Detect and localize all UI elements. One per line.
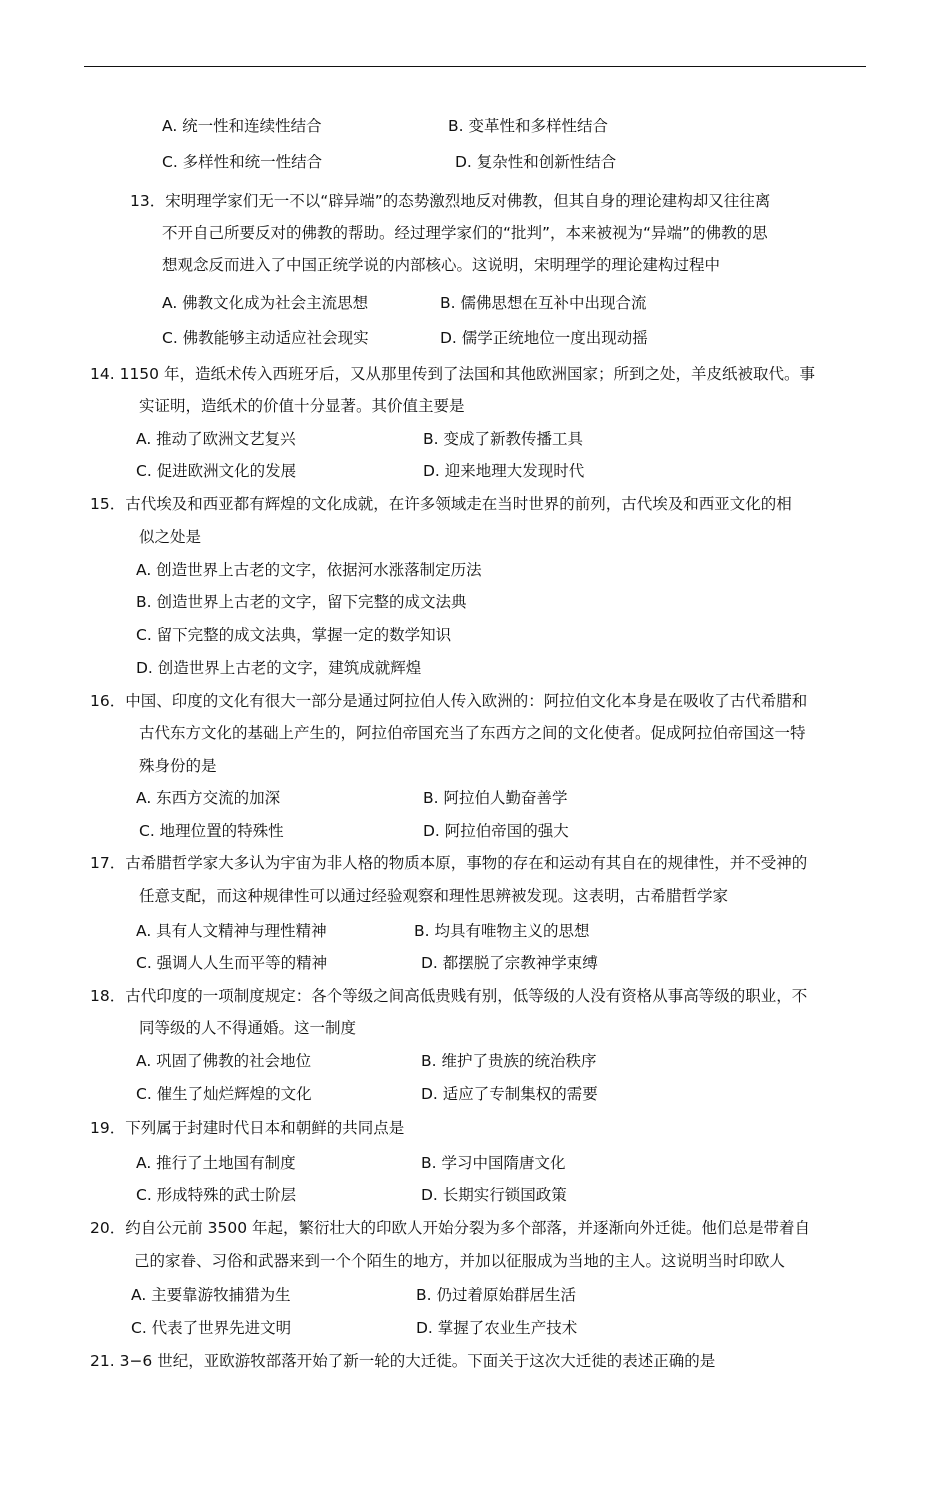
q16-option-c: C. 地理位置的特殊性 [139, 822, 284, 840]
q16-stem-line-1: 16．中国、印度的文化有很大一部分是通过阿拉伯人传入欧洲的：阿拉伯文化本身是在吸收了古代希腊和 [90, 692, 808, 710]
q15-option-c: C. 留下完整的成文法典，掌握一定的数学知识 [136, 626, 452, 644]
q16-option-d: D. 阿拉伯帝国的强大 [423, 822, 569, 840]
q18-option-b: B. 维护了贵族的统治秩序 [421, 1052, 597, 1070]
q20-option-a: A. 主要靠游牧捕猎为生 [131, 1286, 291, 1304]
q15-option-d: D. 创造世界上古老的文字，建筑成就辉煌 [136, 659, 422, 677]
q19-option-c: C. 形成特殊的武士阶层 [136, 1186, 297, 1204]
q18-option-d: D. 适应了专制集权的需要 [421, 1085, 598, 1103]
q18-option-a: A. 巩固了佛教的社会地位 [136, 1052, 312, 1070]
q14-stem-line-1: 14. 1150 年，造纸术传入西班牙后，又从那里传到了法国和其他欧洲国家；所到之处，羊皮纸被取代。事 [90, 365, 815, 383]
q17-option-d: D. 都摆脱了宗教神学束缚 [421, 954, 598, 972]
q20-option-d: D. 掌握了农业生产技术 [416, 1319, 578, 1337]
q15-option-b: B. 创造世界上古老的文字，留下完整的成文法典 [136, 593, 467, 611]
q19-option-a: A. 推行了土地国有制度 [136, 1154, 296, 1172]
q16-stem-line-2: 古代东方文化的基础上产生的，阿拉伯帝国充当了东西方之间的文化使者。促成阿拉伯帝国这一特 [139, 724, 806, 742]
q15-stem-line-2: 似之处是 [139, 528, 202, 546]
q12-option-d: D. 复杂性和创新性结合 [455, 153, 617, 171]
q15-stem-line-1: 15．古代埃及和西亚都有辉煌的文化成就，在许多领域走在当时世界的前列，古代埃及和西亚文化的相 [90, 495, 792, 513]
q20-option-b: B. 仍过着原始群居生活 [416, 1286, 576, 1304]
q17-stem-line-2: 任意支配，而这种规律性可以通过经验观察和理性思辨被发现。这表明，古希腊哲学家 [139, 887, 729, 905]
q13-stem-line-3: 想观念反而进入了中国正统学说的内部核心。这说明，宋明理学的理论建构过程中 [162, 256, 721, 274]
q17-stem-line-1: 17．古希腊哲学家大多认为宇宙为非人格的物质本原，事物的存在和运动有其自在的规律性，并不受神的 [90, 854, 808, 872]
q13-stem-line-2: 不开自己所要反对的佛教的帮助。经过理学家们的“批判”，本来被视为“异端”的佛教的思 [162, 224, 768, 242]
q17-option-b: B. 均具有唯物主义的思想 [414, 922, 590, 940]
q14-option-c: C. 促进欧洲文化的发展 [136, 462, 297, 480]
q20-stem-line-2: 己的家眷、习俗和武器来到一个个陌生的地方，并加以征服成为当地的主人。这说明当时印欧人 [134, 1252, 786, 1270]
q12-option-c: C. 多样性和统一性结合 [162, 153, 323, 171]
q16-option-a: A. 东西方交流的加深 [136, 789, 281, 807]
q14-option-d: D. 迎来地理大发现时代 [423, 462, 585, 480]
q18-stem-line-2: 同等级的人不得通婚。这一制度 [139, 1019, 357, 1037]
q21-stem-line-1: 21. 3−6 世纪，亚欧游牧部落开始了新一轮的大迁徙。下面关于这次大迁徙的表述正确的是 [90, 1352, 716, 1370]
q18-option-c: C. 催生了灿烂辉煌的文化 [136, 1085, 312, 1103]
q19-option-d: D. 长期实行锁国政策 [421, 1186, 567, 1204]
q12-option-a: A. 统一性和连续性结合 [162, 117, 322, 135]
q18-stem-line-1: 18．古代印度的一项制度规定：各个等级之间高低贵贱有别，低等级的人没有资格从事高等级的职业，不 [90, 987, 808, 1005]
q13-option-c: C. 佛教能够主动适应社会现实 [162, 329, 369, 347]
q19-option-b: B. 学习中国隋唐文化 [421, 1154, 566, 1172]
q16-option-b: B. 阿拉伯人勤奋善学 [423, 789, 568, 807]
q13-option-d: D. 儒学正统地位一度出现动摇 [440, 329, 648, 347]
header-rule [84, 66, 866, 67]
q13-option-b: B. 儒佛思想在互补中出现合流 [440, 294, 647, 312]
q17-option-c: C. 强调人人生而平等的精神 [136, 954, 328, 972]
q13-stem-line-1: 13．宋明理学家们无一不以“辟异端”的态势激烈地反对佛教，但其自身的理论建构却又往往离 [130, 192, 771, 210]
q15-option-a: A. 创造世界上古老的文字，依据河水涨落制定历法 [136, 561, 482, 579]
q17-option-a: A. 具有人文精神与理性精神 [136, 922, 327, 940]
q19-stem-line-1: 19．下列属于封建时代日本和朝鲜的共同点是 [90, 1119, 405, 1137]
q14-option-b: B. 变成了新教传播工具 [423, 430, 583, 448]
q14-option-a: A. 推动了欧洲文艺复兴 [136, 430, 296, 448]
q20-stem-line-1: 20．约自公元前 3500 年起，繁衍壮大的印欧人开始分裂为多个部落，并逐渐向外迁徙。他们总是带着自 [90, 1219, 811, 1237]
q12-option-b: B. 变革性和多样性结合 [448, 117, 608, 135]
q16-stem-line-3: 殊身份的是 [139, 757, 217, 775]
q13-option-a: A. 佛教文化成为社会主流思想 [162, 294, 369, 312]
q14-stem-line-2: 实证明，造纸术的价值十分显著。其价值主要是 [139, 397, 465, 415]
q20-option-c: C. 代表了世界先进文明 [131, 1319, 292, 1337]
